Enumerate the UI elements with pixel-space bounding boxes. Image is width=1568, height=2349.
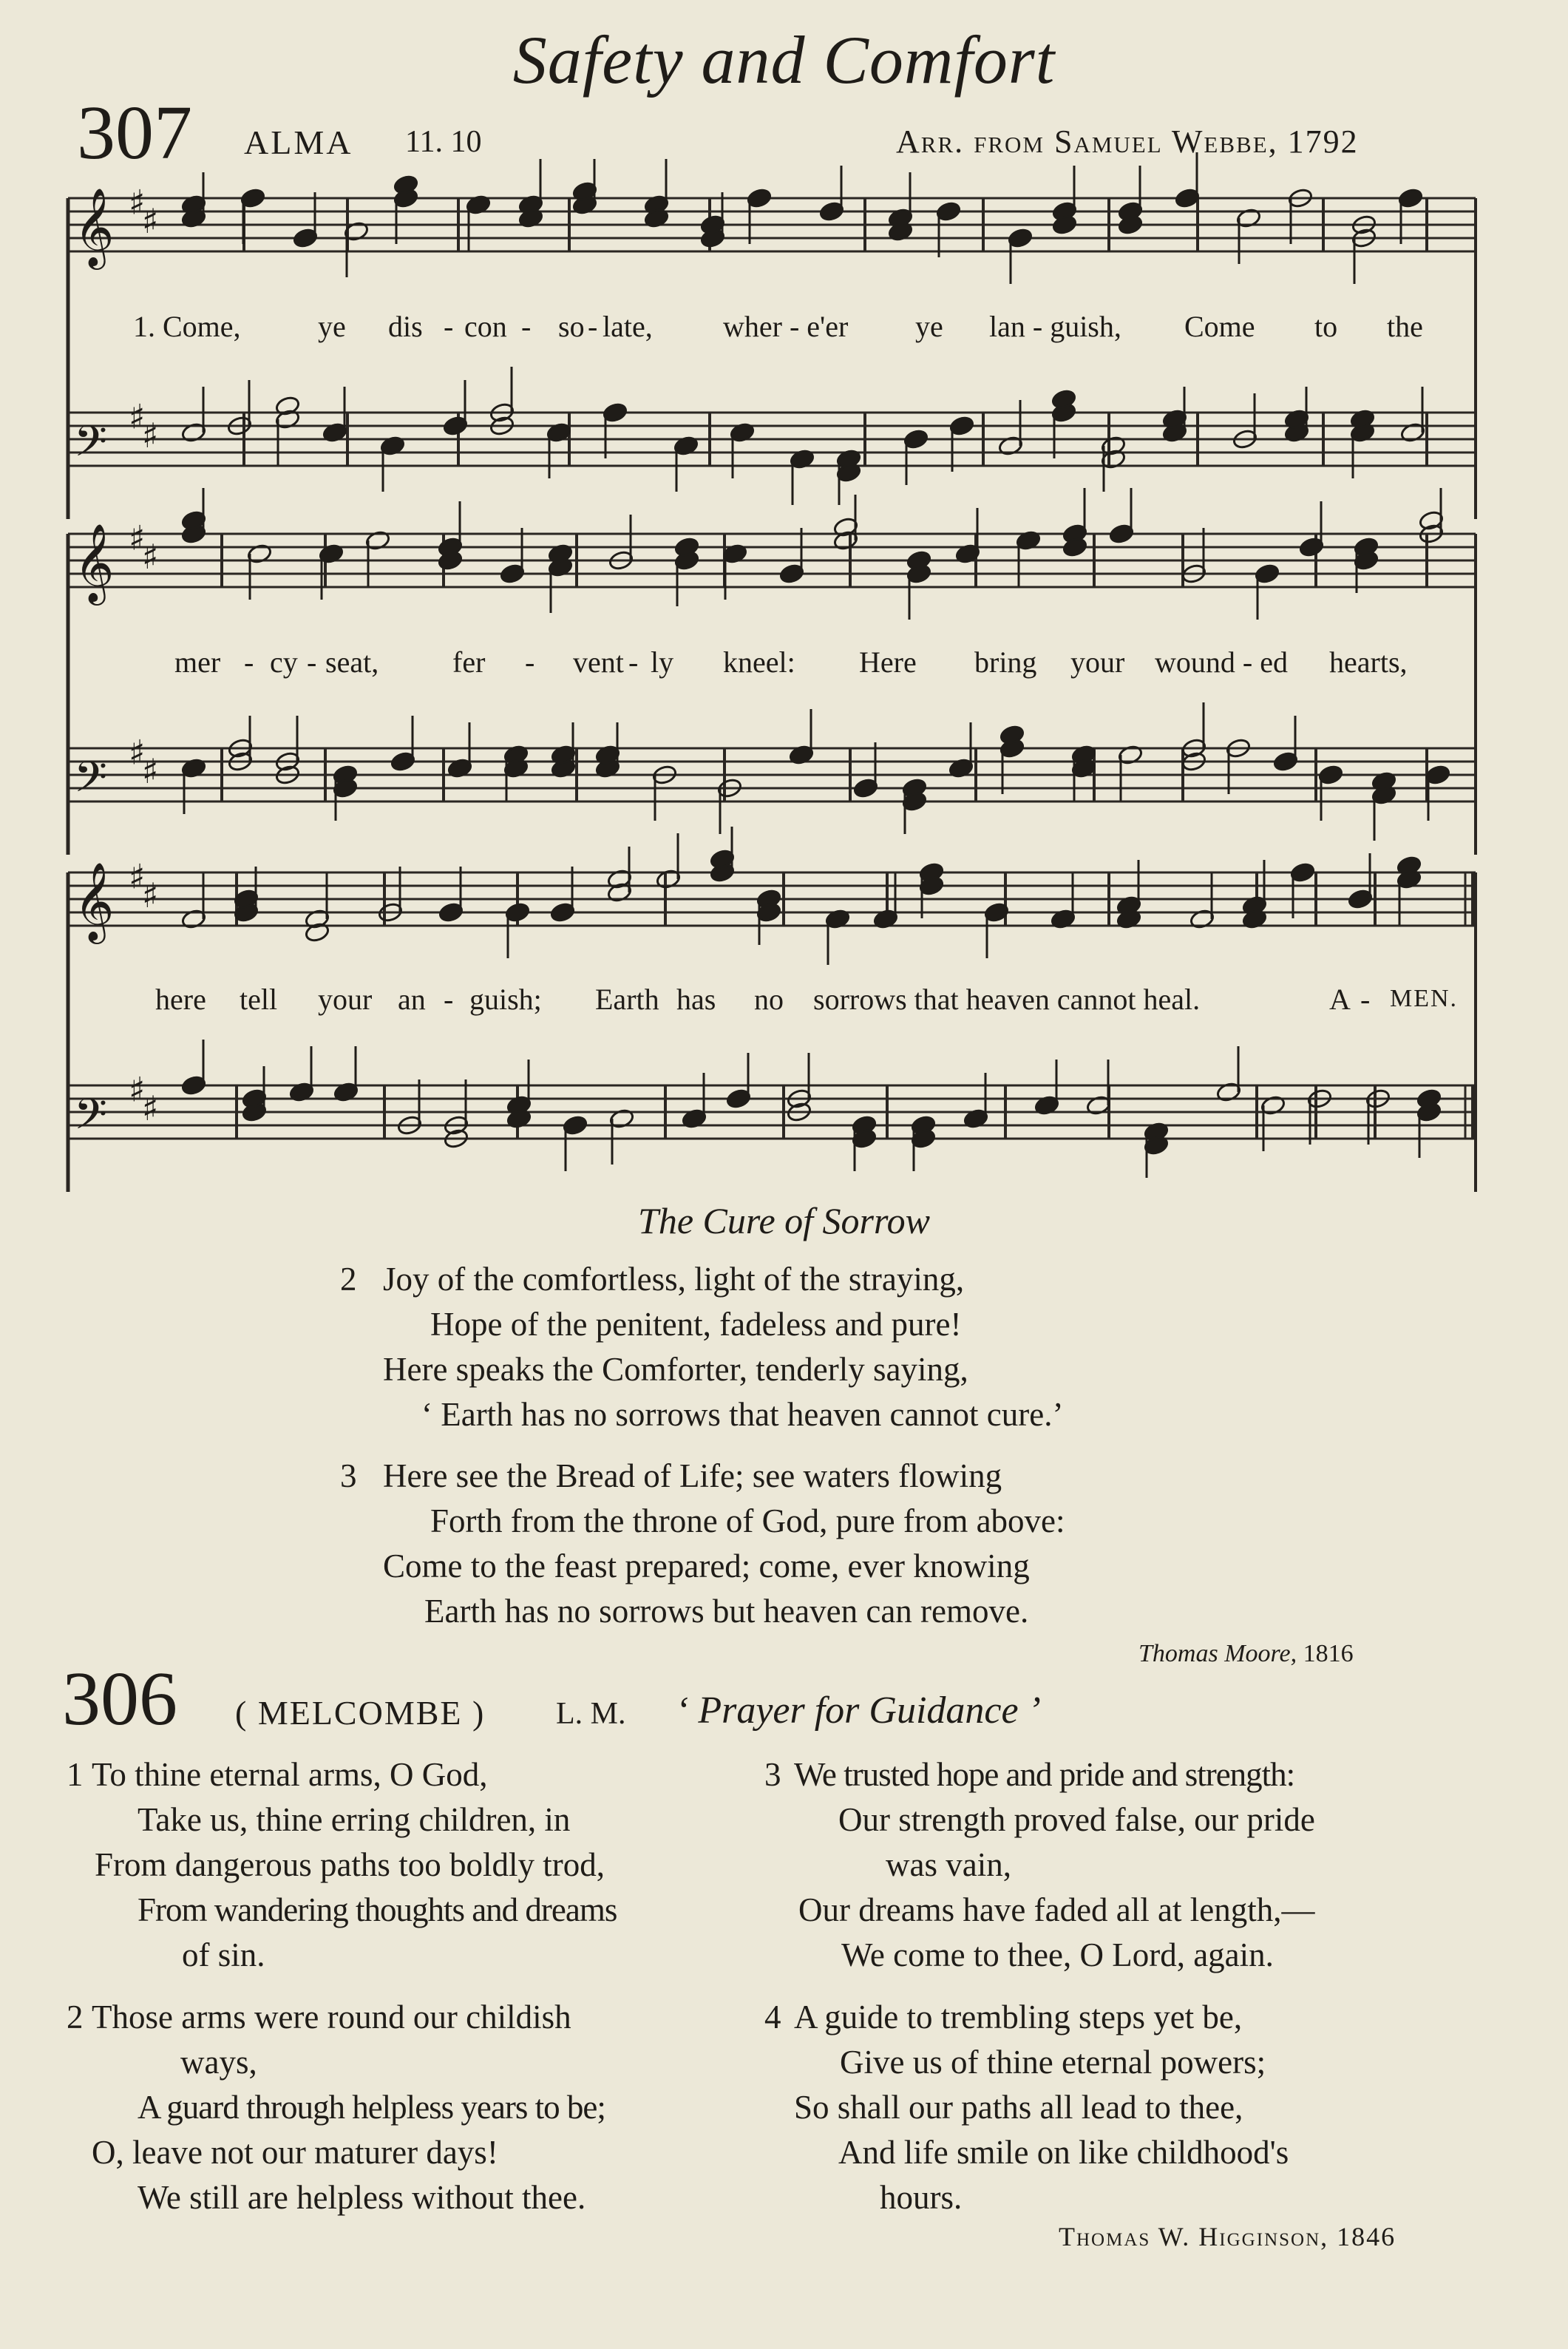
clef-glyph: 𝄢 xyxy=(74,416,108,477)
verse-line: Those arms were round our childish xyxy=(92,1999,571,2036)
key-signature: ♯ xyxy=(142,875,159,915)
key-signature: ♯ xyxy=(129,856,146,897)
verse-line: Here speaks the Comforter, tenderly saying, xyxy=(383,1351,968,1388)
tune-name-alma: ALMA xyxy=(244,123,353,161)
verse-line: Joy of the comfortless, light of the straying, xyxy=(383,1261,965,1298)
lyric-syllable: here xyxy=(155,983,206,1016)
lyric-syllable: ye xyxy=(915,310,943,343)
verse-number: 4 xyxy=(764,1999,781,2036)
lyric-syllable: ly xyxy=(651,645,674,679)
meter-307: 11. 10 xyxy=(405,125,482,159)
lyric-syllable: - xyxy=(525,645,535,679)
verse-number: 3 xyxy=(340,1457,357,1494)
lyrics-line-2 xyxy=(0,645,1568,682)
verse-3 xyxy=(0,1454,1568,1638)
lyric-syllable: the xyxy=(1387,310,1423,343)
clef-glyph: 𝄞 xyxy=(74,861,115,940)
lyric-syllable: - xyxy=(307,645,317,679)
verse-2 xyxy=(0,1257,1568,1442)
lyric-syllable: - xyxy=(588,310,598,343)
lyric-syllable: so xyxy=(558,310,585,343)
lyric-syllable: - xyxy=(444,983,454,1016)
verse-line: of sin. xyxy=(182,1936,265,1973)
verse-line: So shall our paths all lead to thee, xyxy=(794,2089,1243,2126)
lyric-syllable: seat, xyxy=(325,645,379,679)
lyric-syllable: fer xyxy=(452,645,486,679)
verse-number: 1 xyxy=(67,1756,84,1793)
verse-line: We still are helpless without thee. xyxy=(138,2179,586,2216)
author-name: Thomas Moore, xyxy=(1138,1640,1297,1667)
lyric-syllable: - xyxy=(521,310,532,343)
lyric-syllable: your xyxy=(1070,645,1125,679)
key-signature: ♯ xyxy=(142,200,159,241)
lyric-syllable: Here xyxy=(859,645,917,679)
lyric-syllable: bring xyxy=(974,645,1037,679)
lyric-syllable: vent xyxy=(573,645,624,679)
lyric-syllable: has xyxy=(676,983,716,1016)
lyric-syllable: wound - ed xyxy=(1155,645,1288,679)
verse-line: Give us of thine eternal powers; xyxy=(840,2044,1266,2081)
lyric-syllable: dis xyxy=(388,310,423,343)
verse-line: Here see the Bread of Life; see waters flowing xyxy=(383,1457,1002,1494)
key-signature: ♯ xyxy=(129,518,146,558)
lyric-syllable: MEN. xyxy=(1390,985,1459,1012)
lyric-syllable: sorrows that heaven cannot heal. xyxy=(813,983,1201,1016)
key-signature: ♯ xyxy=(129,182,146,223)
lyric-syllable: A xyxy=(1329,983,1351,1016)
key-signature: ♯ xyxy=(142,1088,159,1128)
lyric-syllable: cy xyxy=(270,645,298,679)
hymn-306-verses xyxy=(0,1752,1568,2226)
lyric-syllable: Come xyxy=(1184,310,1255,343)
lyrics-line-3 xyxy=(0,982,1568,1019)
lyric-syllable: your xyxy=(318,983,373,1016)
author-credit-307 xyxy=(1138,1640,1354,1668)
hymn-number-307: 307 xyxy=(77,90,192,175)
clef-glyph: 𝄞 xyxy=(74,187,115,266)
lyric-syllable: lan - guish, xyxy=(989,310,1121,343)
tune-name-melcombe: ( MELCOMBE ) xyxy=(235,1694,486,1732)
lyric-syllable: - xyxy=(628,645,639,679)
author-year: 1816 xyxy=(1303,1640,1354,1667)
key-signature: ♯ xyxy=(129,1069,146,1110)
hymn-306-title: ‘ Prayer for Guidance ’ xyxy=(676,1689,1041,1732)
lyric-syllable: kneel: xyxy=(723,645,795,679)
verse-line: ways, xyxy=(180,2044,257,2081)
arranger-credit: Arr. from Samuel Webbe, 1792 xyxy=(896,123,1359,160)
lyric-syllable: - xyxy=(244,645,254,679)
verse-line: ‘ Earth has no sorrows that heaven cannot cure.’ xyxy=(421,1396,1064,1433)
verse-line: O, leave not our maturer days! xyxy=(92,2134,498,2171)
lyric-syllable: con xyxy=(464,310,507,343)
lyric-syllable: wher - e'er xyxy=(723,310,849,343)
lyrics-line-1 xyxy=(0,309,1568,346)
verse-line: To thine eternal arms, O God, xyxy=(92,1756,488,1793)
hymn-subtitle: The Cure of Sorrow xyxy=(638,1200,930,1241)
section-title: Safety and Comfort xyxy=(512,22,1056,98)
verse-line: Earth has no sorrows but heaven can remove. xyxy=(424,1593,1029,1630)
lyric-syllable: late, xyxy=(603,310,653,343)
verse-line: Forth from the throne of God, pure from above: xyxy=(430,1502,1065,1539)
verse-line: A guard through helpless years to be; xyxy=(138,2089,605,2126)
lyric-syllable: tell xyxy=(240,983,278,1016)
lyric-syllable: - xyxy=(1360,983,1371,1016)
lyric-syllable: 1. Come, xyxy=(133,310,241,343)
verse-line: Come to the feast prepared; come, ever knowing xyxy=(383,1548,1030,1584)
lyric-syllable: mer xyxy=(174,645,221,679)
key-signature: ♯ xyxy=(142,415,159,455)
clef-glyph: 𝄞 xyxy=(74,523,115,602)
author-credit-306: Thomas W. Higginson, 1846 xyxy=(1059,2222,1396,2251)
verse-line: From dangerous paths too boldly trod, xyxy=(95,1846,605,1883)
key-signature: ♯ xyxy=(142,750,159,791)
clef-glyph: 𝄢 xyxy=(74,752,108,813)
key-signature: ♯ xyxy=(142,536,159,577)
verse-line: hours. xyxy=(880,2179,963,2216)
lyric-syllable: - xyxy=(444,310,454,343)
verse-line: Our strength proved false, our pride xyxy=(838,1801,1315,1838)
lyric-syllable: Earth xyxy=(595,983,659,1016)
verse-line: Our dreams have faded all at length,— xyxy=(798,1891,1315,1928)
lyric-syllable: an xyxy=(398,983,426,1016)
lyric-syllable: hearts, xyxy=(1329,645,1408,679)
lyric-syllable: to xyxy=(1314,310,1338,343)
verse-line: was vain, xyxy=(886,1846,1011,1883)
hymn-number-306: 306 xyxy=(62,1656,177,1741)
verse-number: 3 xyxy=(764,1756,781,1793)
lyric-syllable: no xyxy=(754,983,784,1016)
verse-line: Take us, thine erring children, in xyxy=(138,1801,571,1838)
verse-line: We come to thee, O Lord, again. xyxy=(841,1936,1274,1973)
verse-line: From wandering thoughts and dreams xyxy=(138,1891,617,1928)
meter-306: L. M. xyxy=(556,1697,626,1731)
clef-glyph: 𝄢 xyxy=(74,1089,108,1150)
verse-number: 2 xyxy=(67,1999,84,2036)
lyric-syllable: guish; xyxy=(469,983,542,1016)
key-signature: ♯ xyxy=(129,396,146,437)
key-signature: ♯ xyxy=(129,732,146,773)
verse-line: We trusted hope and pride and strength: xyxy=(794,1756,1295,1793)
bar-lines xyxy=(68,198,1476,1192)
verse-line: Hope of the penitent, fadeless and pure! xyxy=(430,1306,962,1343)
verse-number: 2 xyxy=(340,1261,357,1298)
verse-line: And life smile on like childhood's xyxy=(838,2134,1289,2171)
verse-line: A guide to trembling steps yet be, xyxy=(794,1999,1243,2036)
lyric-syllable: ye xyxy=(318,310,346,343)
